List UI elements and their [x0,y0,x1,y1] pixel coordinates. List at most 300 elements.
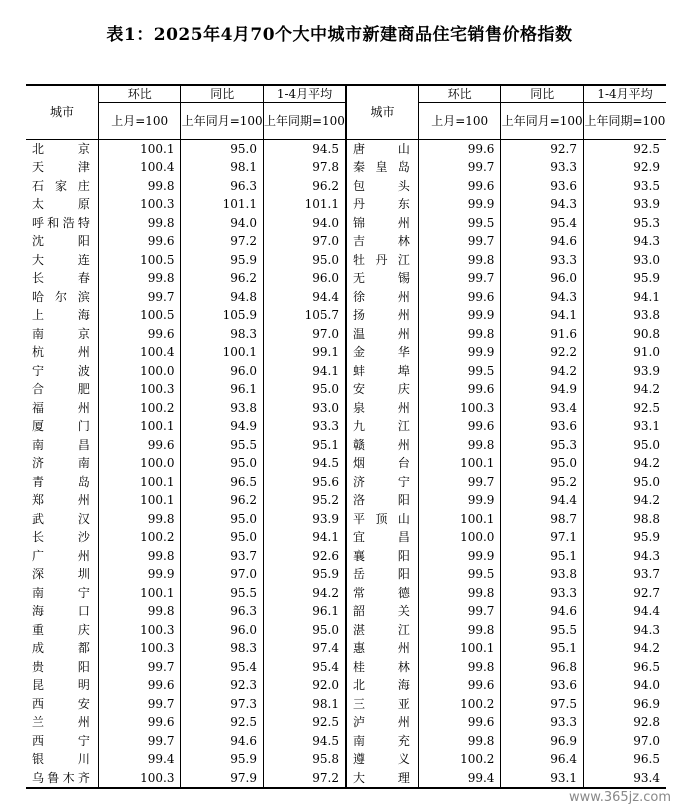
cell-mom-right: 99.9 [418,491,501,510]
cell-mom-right: 99.5 [418,362,501,381]
cell-mom-right: 99.6 [418,288,501,307]
cell-avg-right: 90.8 [583,325,666,344]
cell-mom-left: 100.2 [98,399,181,418]
cell-yoy-right: 95.4 [501,214,584,233]
cell-mom-left: 99.6 [98,232,181,251]
cell-city-right: 岳 阳 [346,565,418,584]
cell-mom-right: 100.1 [418,510,501,529]
cell-avg-right: 94.3 [583,232,666,251]
cell-yoy-left: 96.2 [181,269,264,288]
cell-city-left: 深 圳 [32,567,90,582]
cell-yoy-right: 94.6 [501,602,584,621]
cell-mom-right: 99.8 [418,251,501,270]
cell-yoy-right: 91.6 [501,325,584,344]
table-header [26,85,666,140]
cell-city-right: 三 亚 [346,695,418,714]
cell-yoy-left: 95.0 [181,510,264,529]
cell-mom-left: 99.8 [98,269,181,288]
cell-yoy-left: 96.3 [181,177,264,196]
cell-avg-left: 94.5 [263,454,346,473]
cell-yoy-left: 95.9 [181,750,264,769]
cell-mom-right: 99.8 [418,325,501,344]
cell-mom-right: 100.2 [418,750,501,769]
table-row [26,732,666,751]
cell-yoy-right: 94.9 [501,380,584,399]
cell-mom-left: 99.6 [98,676,181,695]
cell-yoy-left: 95.4 [181,658,264,677]
cell-yoy-left: 95.0 [181,528,264,547]
price-index-table [26,84,666,789]
cell-mom-right: 99.6 [418,417,501,436]
cell-mom-right: 99.8 [418,584,501,603]
cell-city-left: 上 海 [32,308,90,323]
header-city-left: 城市 [26,85,98,140]
table-row [26,584,666,603]
cell-yoy-right: 96.9 [501,732,584,751]
cell-mom-left: 100.1 [98,473,181,492]
cell-mom-left: 99.7 [98,732,181,751]
cell-mom-left: 100.3 [98,769,181,788]
cell-avg-right: 94.3 [583,547,666,566]
cell-yoy-right: 96.0 [501,269,584,288]
cell-avg-right: 98.8 [583,510,666,529]
cell-avg-right: 93.9 [583,195,666,214]
cell-mom-right: 99.8 [418,732,501,751]
cell-city-right: 徐 州 [346,288,418,307]
data-table [26,84,666,789]
table-row [26,769,666,788]
cell-mom-right: 99.9 [418,547,501,566]
cell-yoy-left: 98.3 [181,639,264,658]
cell-city-left: 乌鲁木齐 [32,770,90,785]
cell-mom-left: 99.8 [98,510,181,529]
table-row [26,528,666,547]
header-mom-base-right: 上月=100 [418,103,501,140]
table-title: 表1：2025年4月70个大中城市新建商品住宅销售价格指数 [106,25,573,45]
cell-yoy-right: 96.4 [501,750,584,769]
cell-city-left: 贵 阳 [32,659,90,674]
cell-city-right: 丹 东 [346,195,418,214]
cell-avg-left: 99.1 [263,343,346,362]
cell-mom-right: 99.7 [418,232,501,251]
cell-city-left: 宁 波 [32,363,90,378]
cell-avg-left: 105.7 [263,306,346,325]
cell-avg-left: 94.1 [263,362,346,381]
cell-city-left: 大 连 [32,252,90,267]
cell-city-left: 合 肥 [32,382,90,397]
cell-mom-left: 100.3 [98,639,181,658]
cell-avg-right: 93.4 [583,769,666,788]
table-row [26,621,666,640]
cell-city-left: 杭 州 [32,345,90,360]
cell-city-left: 长 春 [32,271,90,286]
cell-avg-left: 95.0 [263,251,346,270]
cell-city-right: 襄 阳 [346,547,418,566]
cell-mom-left: 99.8 [98,547,181,566]
cell-yoy-left: 95.0 [181,454,264,473]
cell-yoy-left: 95.5 [181,584,264,603]
cell-city-right: 济 宁 [346,473,418,492]
cell-avg-right: 95.0 [583,473,666,492]
cell-avg-right: 93.9 [583,362,666,381]
cell-yoy-right: 96.8 [501,658,584,677]
cell-avg-left: 92.0 [263,676,346,695]
table-row [26,473,666,492]
cell-avg-right: 94.2 [583,639,666,658]
cell-mom-right: 99.8 [418,658,501,677]
header-avg-left: 1-4月平均 [263,85,346,103]
cell-yoy-right: 95.5 [501,621,584,640]
cell-mom-left: 99.7 [98,658,181,677]
cell-city-left: 南 宁 [32,585,90,600]
cell-city-left: 西 宁 [32,733,90,748]
cell-avg-right: 92.7 [583,584,666,603]
cell-city-left: 海 口 [32,604,90,619]
cell-avg-right: 95.9 [583,269,666,288]
table-row [26,436,666,455]
cell-avg-left: 94.4 [263,288,346,307]
cell-mom-left: 99.7 [98,695,181,714]
cell-yoy-left: 97.2 [181,232,264,251]
table-body [26,140,666,788]
cell-mom-right: 99.8 [418,621,501,640]
cell-mom-right: 100.1 [418,454,501,473]
cell-mom-left: 100.4 [98,343,181,362]
cell-mom-left: 100.0 [98,362,181,381]
cell-city-right: 九 江 [346,417,418,436]
cell-yoy-right: 94.3 [501,195,584,214]
cell-mom-right: 99.6 [418,676,501,695]
cell-yoy-right: 93.4 [501,399,584,418]
cell-city-right: 泉 州 [346,399,418,418]
table-row [26,676,666,695]
cell-city-right: 常 德 [346,584,418,603]
watermark: www.365jz.com [569,790,671,805]
cell-city-left: 南 昌 [32,437,90,452]
cell-mom-right: 99.7 [418,602,501,621]
table-row [26,325,666,344]
cell-city-left: 天 津 [32,160,90,175]
cell-yoy-right: 95.1 [501,639,584,658]
cell-avg-left: 97.0 [263,232,346,251]
cell-city-right: 温 州 [346,325,418,344]
cell-mom-left: 100.5 [98,306,181,325]
table-row [26,713,666,732]
cell-city-left: 长 沙 [32,530,90,545]
cell-city-left: 哈尔滨 [32,289,90,304]
cell-yoy-left: 97.0 [181,565,264,584]
cell-avg-left: 92.6 [263,547,346,566]
cell-yoy-right: 94.1 [501,306,584,325]
cell-city-right: 洛 阳 [346,491,418,510]
table-row [26,602,666,621]
cell-avg-right: 93.1 [583,417,666,436]
cell-mom-left: 100.0 [98,454,181,473]
cell-city-right: 牡丹江 [346,251,418,270]
cell-yoy-right: 93.3 [501,251,584,270]
cell-city-right: 大 理 [346,769,418,788]
cell-avg-right: 94.3 [583,621,666,640]
cell-city-right: 锦 州 [346,214,418,233]
cell-yoy-left: 105.9 [181,306,264,325]
cell-mom-left: 99.7 [98,288,181,307]
cell-city-left: 兰 州 [32,715,90,730]
cell-mom-left: 100.2 [98,528,181,547]
cell-avg-left: 95.2 [263,491,346,510]
cell-mom-left: 100.4 [98,158,181,177]
cell-avg-left: 92.5 [263,713,346,732]
table-row [26,695,666,714]
cell-city-left: 石家庄 [32,178,90,193]
cell-yoy-left: 97.3 [181,695,264,714]
table-row [26,417,666,436]
cell-city-left: 重 庆 [32,622,90,637]
cell-avg-right: 93.8 [583,306,666,325]
cell-city-right: 泸 州 [346,713,418,732]
cell-avg-right: 93.7 [583,565,666,584]
cell-yoy-right: 92.2 [501,343,584,362]
cell-yoy-right: 95.2 [501,473,584,492]
cell-city-right: 湛 江 [346,621,418,640]
cell-city-right: 宜 昌 [346,528,418,547]
cell-mom-right: 99.7 [418,473,501,492]
cell-mom-right: 99.5 [418,565,501,584]
cell-yoy-left: 96.0 [181,621,264,640]
cell-city-left: 厦 门 [32,419,90,434]
cell-city-right: 扬 州 [346,306,418,325]
cell-mom-right: 99.5 [418,214,501,233]
cell-city-left: 福 州 [32,400,90,415]
cell-avg-right: 94.2 [583,380,666,399]
cell-avg-left: 96.1 [263,602,346,621]
table-row [26,269,666,288]
cell-yoy-left: 98.1 [181,158,264,177]
cell-avg-right: 97.0 [583,732,666,751]
cell-avg-left: 97.2 [263,769,346,788]
cell-yoy-left: 93.7 [181,547,264,566]
cell-avg-right: 92.9 [583,158,666,177]
cell-avg-right: 92.5 [583,140,666,159]
cell-avg-left: 95.1 [263,436,346,455]
cell-city-left: 武 汉 [32,511,90,526]
cell-mom-right: 99.9 [418,306,501,325]
cell-yoy-right: 94.2 [501,362,584,381]
cell-mom-left: 99.6 [98,713,181,732]
table-row [26,750,666,769]
cell-mom-left: 100.1 [98,140,181,159]
cell-mom-left: 99.8 [98,214,181,233]
cell-mom-right: 99.8 [418,436,501,455]
header-mom-right: 环比 [418,85,501,103]
cell-yoy-right: 93.6 [501,177,584,196]
cell-yoy-left: 92.3 [181,676,264,695]
cell-mom-left: 99.8 [98,177,181,196]
cell-avg-right: 91.0 [583,343,666,362]
cell-yoy-right: 98.7 [501,510,584,529]
header-mom-left: 环比 [98,85,181,103]
cell-mom-left: 100.3 [98,195,181,214]
table-row [26,510,666,529]
header-avg-base-left: 上年同期=100 [263,103,346,140]
table-row [26,399,666,418]
cell-yoy-left: 96.2 [181,491,264,510]
cell-yoy-right: 93.6 [501,676,584,695]
cell-avg-right: 96.9 [583,695,666,714]
cell-avg-right: 95.3 [583,214,666,233]
cell-avg-left: 94.0 [263,214,346,233]
cell-mom-left: 99.8 [98,602,181,621]
cell-mom-right: 99.7 [418,269,501,288]
cell-mom-right: 100.3 [418,399,501,418]
cell-city-right: 蚌 埠 [346,362,418,381]
cell-yoy-right: 93.1 [501,769,584,788]
cell-yoy-right: 94.3 [501,288,584,307]
cell-avg-right: 93.0 [583,251,666,270]
cell-avg-left: 95.0 [263,380,346,399]
table-row [26,195,666,214]
cell-yoy-left: 94.9 [181,417,264,436]
cell-yoy-left: 96.1 [181,380,264,399]
cell-yoy-left: 93.8 [181,399,264,418]
header-mom-base-left: 上月=100 [98,103,181,140]
table-row [26,565,666,584]
table-row [26,639,666,658]
cell-yoy-right: 93.3 [501,158,584,177]
cell-city-left: 成 都 [32,641,90,656]
cell-mom-left: 100.3 [98,621,181,640]
cell-city-left: 广 州 [32,548,90,563]
cell-city-left: 银 川 [32,752,90,767]
cell-city-left: 南 京 [32,326,90,341]
cell-avg-right: 94.1 [583,288,666,307]
cell-mom-right: 100.1 [418,639,501,658]
cell-mom-left: 99.6 [98,436,181,455]
cell-city-right: 北 海 [346,676,418,695]
cell-city-right: 包 头 [346,177,418,196]
cell-yoy-right: 94.4 [501,491,584,510]
cell-avg-left: 93.9 [263,510,346,529]
cell-avg-right: 96.5 [583,658,666,677]
cell-yoy-left: 100.1 [181,343,264,362]
cell-city-left: 昆 明 [32,678,90,693]
header-yoy-base-left: 上年同月=100 [181,103,264,140]
cell-yoy-right: 95.3 [501,436,584,455]
table-row [26,380,666,399]
cell-yoy-left: 101.1 [181,195,264,214]
cell-mom-left: 100.3 [98,380,181,399]
cell-city-left: 沈 阳 [32,234,90,249]
cell-avg-left: 94.5 [263,732,346,751]
cell-city-left: 郑 州 [32,493,90,508]
table-row [26,140,666,159]
cell-mom-left: 99.9 [98,565,181,584]
table-row [26,547,666,566]
cell-avg-left: 96.2 [263,177,346,196]
cell-mom-right: 99.4 [418,769,501,788]
cell-mom-right: 100.0 [418,528,501,547]
cell-city-left: 北 京 [32,142,90,156]
cell-mom-right: 99.6 [418,713,501,732]
cell-yoy-left: 94.8 [181,288,264,307]
cell-city-right: 烟 台 [346,454,418,473]
table-row [26,491,666,510]
cell-city-left: 济 南 [32,456,90,471]
cell-avg-left: 93.0 [263,399,346,418]
cell-mom-left: 100.1 [98,417,181,436]
cell-city-right: 唐 山 [346,140,418,159]
cell-city-left: 青 岛 [32,474,90,489]
table-row [26,658,666,677]
cell-avg-right: 93.5 [583,177,666,196]
cell-avg-left: 97.4 [263,639,346,658]
cell-city-right: 无 锡 [346,269,418,288]
cell-mom-right: 99.9 [418,195,501,214]
cell-mom-left: 100.1 [98,491,181,510]
cell-mom-left: 99.6 [98,325,181,344]
cell-avg-right: 96.5 [583,750,666,769]
cell-avg-left: 101.1 [263,195,346,214]
cell-avg-left: 94.2 [263,584,346,603]
cell-yoy-left: 92.5 [181,713,264,732]
cell-avg-right: 94.2 [583,454,666,473]
cell-yoy-left: 95.5 [181,436,264,455]
cell-avg-right: 92.8 [583,713,666,732]
cell-avg-left: 95.4 [263,658,346,677]
cell-avg-left: 95.6 [263,473,346,492]
table-row [26,362,666,381]
cell-yoy-right: 95.1 [501,547,584,566]
cell-yoy-left: 95.9 [181,251,264,270]
cell-yoy-right: 93.6 [501,417,584,436]
cell-yoy-left: 94.6 [181,732,264,751]
cell-city-right: 金 华 [346,343,418,362]
cell-avg-left: 94.5 [263,140,346,159]
cell-yoy-right: 93.3 [501,584,584,603]
cell-city-right: 秦皇岛 [346,158,418,177]
cell-avg-left: 93.3 [263,417,346,436]
table-row [26,158,666,177]
header-city-right: 城市 [346,85,418,140]
cell-yoy-right: 97.5 [501,695,584,714]
cell-mom-right: 99.7 [418,158,501,177]
cell-city-left: 西 安 [32,696,90,711]
cell-yoy-right: 94.6 [501,232,584,251]
cell-avg-right: 94.2 [583,491,666,510]
cell-city-right: 惠 州 [346,639,418,658]
cell-yoy-right: 92.7 [501,140,584,159]
cell-mom-left: 100.1 [98,584,181,603]
cell-yoy-right: 93.8 [501,565,584,584]
cell-yoy-right: 95.0 [501,454,584,473]
cell-avg-left: 95.0 [263,621,346,640]
cell-avg-left: 96.0 [263,269,346,288]
cell-avg-left: 95.8 [263,750,346,769]
cell-mom-right: 99.9 [418,343,501,362]
cell-mom-left: 100.5 [98,251,181,270]
cell-avg-left: 97.8 [263,158,346,177]
header-avg-right: 1-4月平均 [583,85,666,103]
cell-yoy-right: 97.1 [501,528,584,547]
cell-avg-right: 94.0 [583,676,666,695]
cell-city-right: 南 充 [346,732,418,751]
cell-mom-right: 100.2 [418,695,501,714]
table-row [26,306,666,325]
cell-yoy-left: 98.3 [181,325,264,344]
cell-yoy-left: 96.0 [181,362,264,381]
cell-city-right: 安 庆 [346,380,418,399]
header-yoy-left: 同比 [181,85,264,103]
header-yoy-right: 同比 [501,85,584,103]
